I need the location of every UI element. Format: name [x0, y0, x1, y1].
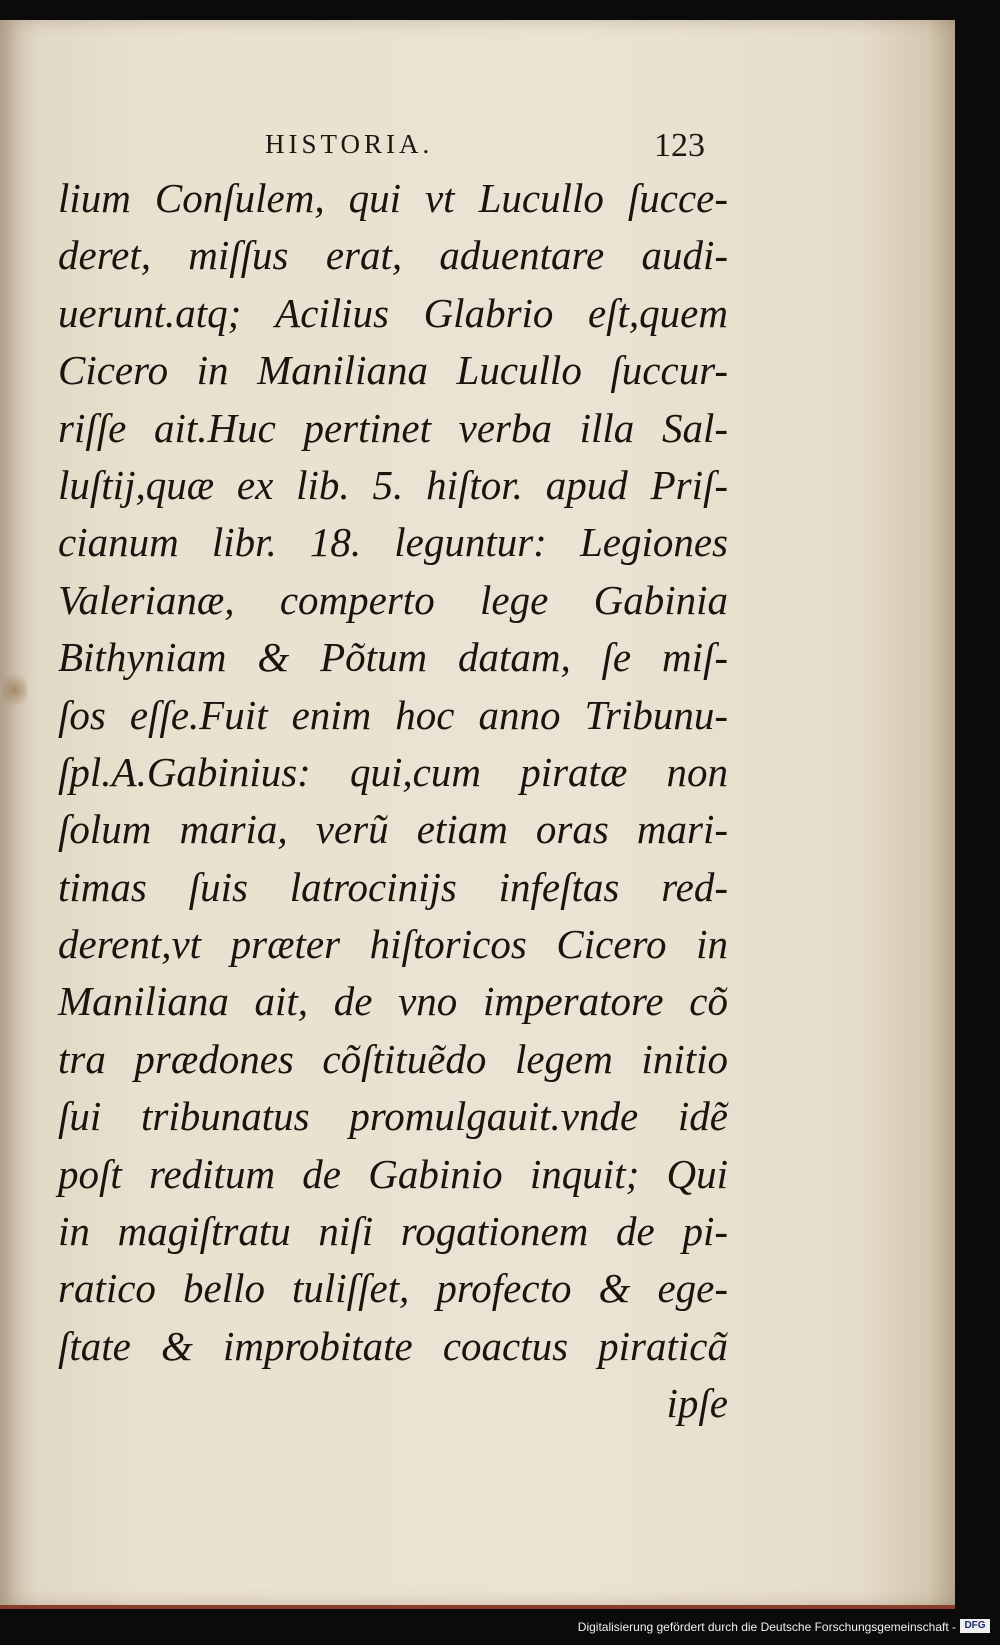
text-line: Bithyniam & Põtum datam, ſe miſ-: [58, 634, 728, 681]
book-page: [0, 20, 955, 1609]
text-line: Maniliana ait, de vno imperatore cõ: [58, 978, 728, 1025]
running-head: [265, 115, 705, 163]
text-line: lium Conſulem, qui vt Lucullo ſucce-: [58, 175, 728, 221]
digitization-credit: Digitalisierung gefördert durch die Deutsche Forschungsgemeinschaft -: [577, 1620, 956, 1634]
text-line: ſui tribunatus promulgauit.vnde idẽ: [58, 1093, 728, 1140]
text-line: ſpl.A.Gabinius: qui,cum piratæ non: [58, 748, 728, 795]
text-line: uerunt.atq; Acilius Glabrio eſt,quem: [58, 289, 728, 336]
text-block: [58, 170, 728, 1433]
text-line: Valerianæ, comperto lege Gabinia: [58, 576, 728, 623]
text-line: derent,vt præter hiſtoricos Cicero in: [58, 921, 728, 968]
text-line: ſtate & improbitate coactus piraticã: [58, 1322, 728, 1369]
dfg-logo: DFG: [960, 1619, 990, 1633]
text-line: luſtij,quæ ex lib. 5. hiſtor. apud Priſ-: [58, 461, 728, 508]
text-line: tra prædones cõſtituẽdo legem initio: [58, 1035, 728, 1082]
text-line: poſt reditum de Gabinio inquit; Qui: [58, 1150, 728, 1197]
text-line: Cicero in Maniliana Lucullo ſuccur-: [58, 347, 728, 394]
text-line: ſolum maria, verũ etiam oras mari-: [58, 806, 728, 853]
text-line: riſſe ait.Huc pertinet verba illa Sal-: [58, 404, 728, 451]
text-line: deret, miſſus erat, aduentare audi-: [58, 232, 728, 279]
text-line: ſos eſſe.Fuit enim hoc anno Tribunu-: [58, 691, 728, 738]
text-line: ratico bello tuliſſet, profecto & ege-: [58, 1265, 728, 1312]
text-line: in magiſtratu niſi rogationem de pi-: [58, 1208, 728, 1255]
text-line: timas ſuis latrocinijs infeſtas red-: [58, 863, 728, 910]
running-title: HISTORIA.: [265, 129, 434, 159]
text-line: cianum libr. 18. leguntur: Legiones: [58, 519, 728, 566]
page-number: 123: [654, 127, 705, 164]
paper-stain: [2, 670, 28, 710]
catchword: ipſe: [666, 1380, 728, 1427]
footer-bar: [0, 1609, 1000, 1645]
